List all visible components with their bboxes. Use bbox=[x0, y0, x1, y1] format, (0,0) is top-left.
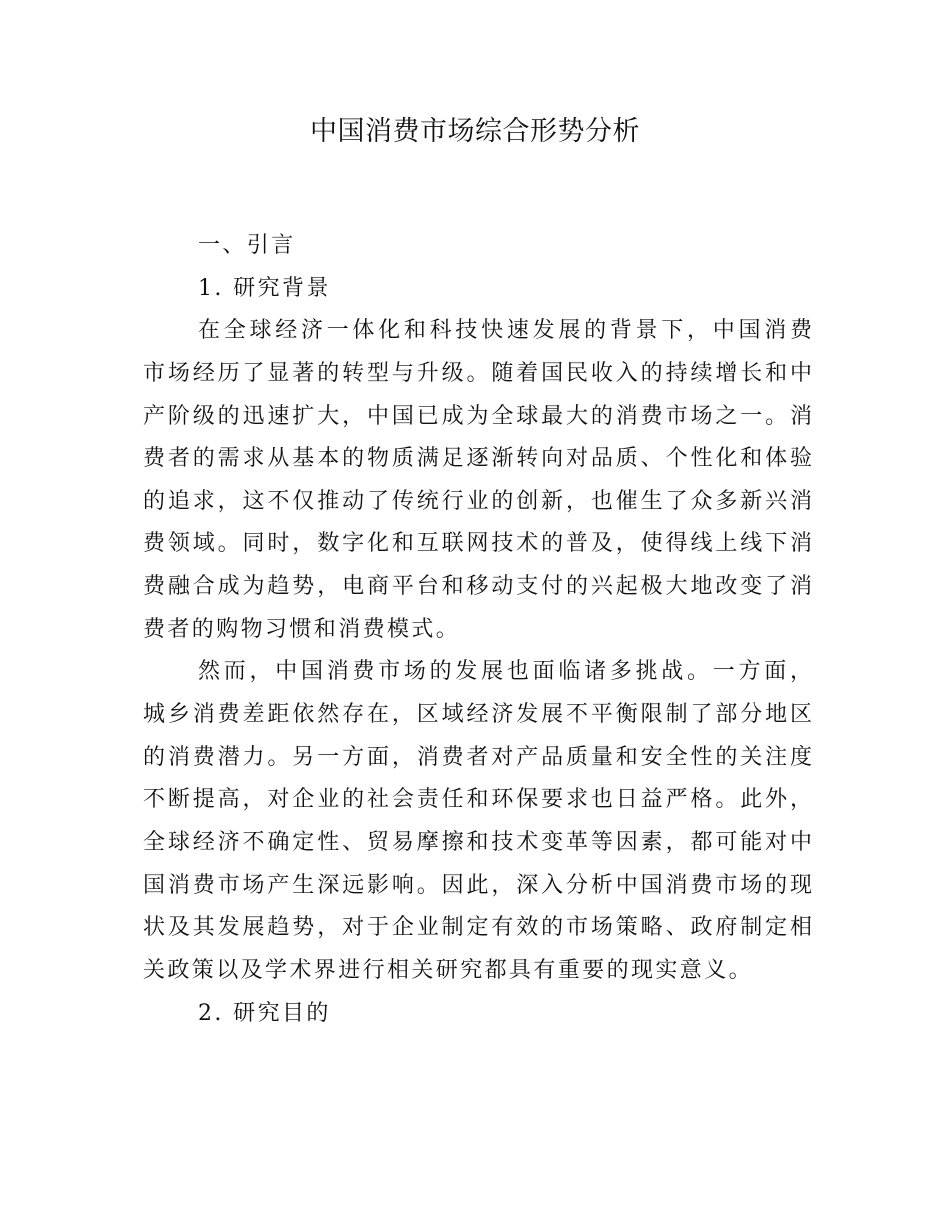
paragraph-line: 的消费潜力。另一方面，消费者对产品质量和安全性的关注度 bbox=[143, 744, 812, 770]
paragraph-line: 状及其发展趋势，对于企业制定有效的市场策略、政府制定相 bbox=[143, 915, 812, 941]
paragraph-line: 的追求，这不仅推动了传统行业的创新，也催生了众多新兴消 bbox=[143, 488, 812, 514]
paragraph-line: 产阶级的迅速扩大，中国已成为全球最大的消费市场之一。消 bbox=[143, 403, 812, 429]
section-heading-introduction: 一、引言 bbox=[198, 233, 296, 258]
paragraph-line: 不断提高，对企业的社会责任和环保要求也日益严格。此外， bbox=[143, 787, 812, 813]
paragraph-line: 费领域。同时，数字化和互联网技术的普及，使得线上线下消 bbox=[143, 531, 812, 557]
paragraph-line: 费融合成为趋势，电商平台和移动支付的兴起极大地改变了消 bbox=[143, 574, 812, 600]
paragraph-line: 市场经历了显著的转型与升级。随着国民收入的持续增长和中 bbox=[143, 360, 812, 386]
paragraph-line: 费者的购物习惯和消费模式。 bbox=[143, 616, 461, 642]
paragraph-line: 费者的需求从基本的物质满足逐渐转向对品质、个性化和体验 bbox=[143, 446, 812, 472]
paragraph-line: 在全球经济一体化和科技快速发展的背景下，中国消费 bbox=[198, 318, 812, 344]
paragraph-line: 全球经济不确定性、贸易摩擦和技术变革等因素，都可能对中 bbox=[143, 829, 812, 855]
paragraph-background-1 bbox=[143, 310, 812, 651]
document-title: 中国消费市场综合形势分析 bbox=[310, 116, 640, 147]
document-body bbox=[143, 225, 812, 1035]
subsection-heading-background: 1. 研究背景 bbox=[198, 275, 331, 301]
paragraph-line: 国消费市场产生深远影响。因此，深入分析中国消费市场的现 bbox=[143, 872, 812, 898]
paragraph-line: 关政策以及学术界进行相关研究都具有重要的现实意义。 bbox=[143, 957, 754, 983]
paragraph-line: 城乡消费差距依然存在，区域经济发展不平衡限制了部分地区 bbox=[143, 702, 812, 728]
paragraph-background-2 bbox=[143, 651, 812, 992]
subsection-heading-purpose: 2. 研究目的 bbox=[198, 1000, 331, 1026]
paragraph-line: 然而，中国消费市场的发展也面临诸多挑战。一方面， bbox=[198, 659, 812, 685]
